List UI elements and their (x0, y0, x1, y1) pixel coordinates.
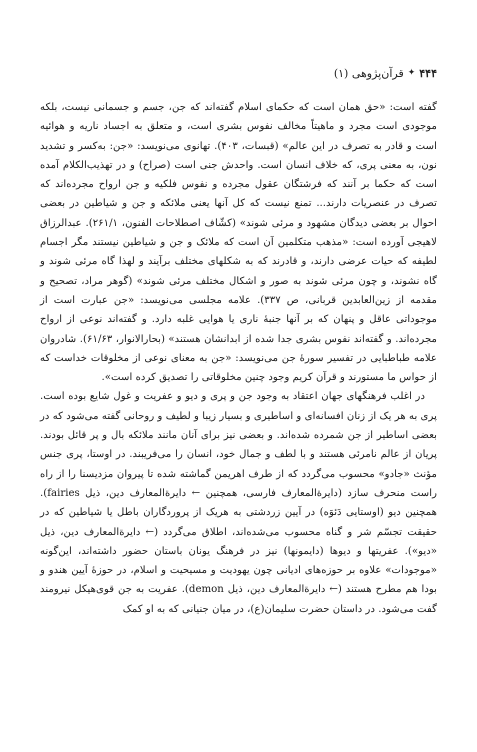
page-number: ۴۴۴ (419, 66, 437, 80)
body-text (40, 98, 437, 619)
paragraph-1: گفته است: «حق همان است که حکمای اسلام گفته‌اند که جن، جسم و جسمانی نیست، بلکه موجودی است مجرد و ماهیتاً مخالف نفوس بشری است، و متعلق به اجساد ناریه و هوائیه است و قادر به تصرف در این عالم» (قبسات، ۴۰۳). تهانوی می‌نویسد: «جن: به‌کسر و تشدید نون، به معنی پری، که خلاف انسان است. واحدش جنی است (صراح) و در تهذیب‌الکلام آمده است که حکما بر آنند که فرشتگان عقول مجرده و نفوس فلکیه و جن ارواح مجرده‌اند که تصرف در عنصریات دارند... تمنع نیست که کل آنها یعنی ملائکه و جن و شیاطین در بعضی احوال بر بعضی دیدگان مشهود و مرئی شوند» (کشّاف اصطلاحات الفنون، ۲۶۱/۱). عبدالرزاق لاهیجی آورده است: «مذهب متکلمین آن است که ملائک و جن و شیاطین نیستند مگر اجسام لطیفه که حیات عرضی دارند، و قادرند که به شکلهای مختلف برآیند و لهذا گاه مرئی شوند و گاه نشوند، و چون مرئی شوند به صور و اشکال مختلف مرئی شوند» (گوهر مراد، تصحیح و مقدمه از زین‌العابدین قربانی، ص ۳۳۷). علامه مجلسی می‌نویسد: «جن عبارت است از موجوداتی عاقل و پنهان که بر آنها جنبهٔ ناری یا هوایی غلبه دارد. و گفته‌اند نوعی از ارواح مجرده‌اند. و گفته‌اند نفوس بشری جدا شده از ابدانشان هستند» (بحارالانوار، ۶۱/۶۳). شادروان علامه طباطبایی در تفسیر سورهٔ جن می‌نویسد: «جن به معنای نوعی از مخلوقات خداست که از حواس ما مستورند و قرآن کریم وجود چنین مخلوقاتی را تصدیق کرده است». (40, 102, 437, 384)
running-title: قرآن‌پژوهی (۱) (333, 66, 404, 80)
diamond-icon: ✦ (407, 68, 416, 78)
paragraph-2: در اغلب فرهنگهای جهان اعتقاد به وجود جن و پری و دیو و عفریت و غول شایع بوده است. پری به هر یک از زنان افسانه‌ای و اساطیری و بسیار زیبا و لطیف و روحانی گفته می‌شود که در بعضی اساطیر از جن شمرده شده‌اند. و بعضی نیز برای آنان مانند ملائکه بال و پر قائل بودند. پریان از عالم نامرئی هستند و با لطف و جمال خود، انسان را می‌فریبند. در اوستا، پری جنس مؤنث «جادو» محسوب می‌گردد که از طرف اهریمن گماشته شده تا پیروان مزدیسنا را از راه راست منحرف سازد (دایرةالمعارف فارسی، همچنین ← دایرةالمعارف دین، ذیل fairies). همچنین دیو (اوستایی دَئوَه) در آیین زردشتی به هریک از پروردگاران باطل یا شیاطین که در حقیقت تجسّم شر و گناه محسوب می‌شده‌اند، اطلاق می‌گردد (← دایرةالمعارف دین، ذیل «دیو»). عفریتها و دیوها (دایمونها) نیز در فرهنگ یونان باستان حضور داشته‌اند، این‌گونه «موجودات» علاوه بر حوزه‌های ادیانی چون یهودیت و مسیحیت و اسلام، در حوزهٔ آیین هندو و بودا هم مطرح هستند (← دایرةالمعارف دین، ذیل demon). عفریت به جن قوی‌هیکل نیرومند گفت می‌شود. در داستان حضرت سلیمان(ع)، در میان جنیانی که به او کمک (40, 391, 437, 615)
running-head (40, 64, 437, 82)
